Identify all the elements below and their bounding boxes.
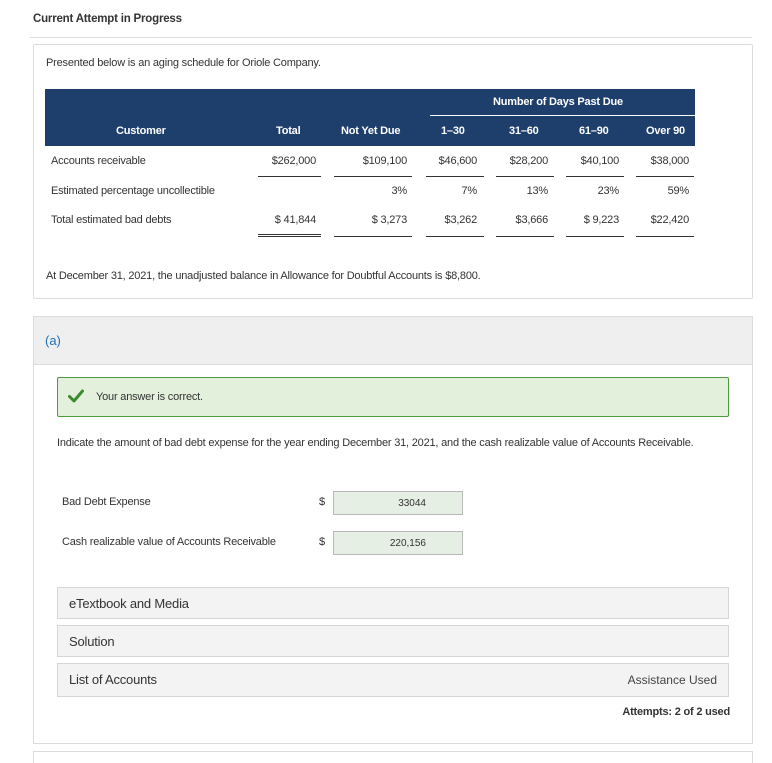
days-past-due-group-header: Number of Days Past Due xyxy=(493,96,623,108)
bad-debts-1-30-underline xyxy=(426,236,484,237)
cash-realizable-value-currency: $ xyxy=(319,536,326,548)
solution-label: Solution xyxy=(69,634,115,649)
ar-over-90: $38,000 xyxy=(650,155,689,167)
bad-debts-not-yet-due-underline xyxy=(334,236,412,237)
header-divider xyxy=(30,37,752,38)
etextbook-media-link[interactable] xyxy=(57,587,729,619)
bad-debt-expense-currency: $ xyxy=(319,496,326,508)
bad-debts-not-yet-due: $ 3,273 xyxy=(371,214,407,226)
bad-debt-expense-input[interactable] xyxy=(333,491,463,515)
ar-not-yet-due: $109,100 xyxy=(362,155,407,167)
ar-31-60-underline xyxy=(496,176,554,177)
ar-1-30: $46,600 xyxy=(438,155,477,167)
col-header-31-60: 31–60 xyxy=(509,125,539,137)
bad-debts-31-60: $3,666 xyxy=(515,214,548,226)
bad-debts-61-90-underline xyxy=(566,236,624,237)
pct-over-90: 59% xyxy=(667,185,689,197)
bad-debts-31-60-underline xyxy=(496,236,554,237)
bad-debts-over-90-underline xyxy=(636,236,694,237)
col-header-customer: Customer xyxy=(116,125,166,137)
ar-not-yet-due-underline xyxy=(334,176,412,177)
bad-debts-total-double-underline xyxy=(258,236,321,237)
attempts-counter: Attempts: 2 of 2 used xyxy=(622,706,730,718)
question-text: Indicate the amount of bad debt expense for the year ending December 31, 2021, and the cash realizable value of Accounts Receivable. xyxy=(57,437,694,449)
row-label-estimated-percentage: Estimated percentage uncollectible xyxy=(51,185,215,197)
page-title: Current Attempt in Progress xyxy=(33,13,182,25)
bad-debts-total: $ 41,844 xyxy=(274,214,316,226)
col-header-1-30: 1–30 xyxy=(441,125,465,137)
problem-intro: Presented below is an aging schedule for Oriole Company. xyxy=(46,57,321,69)
list-of-accounts-link[interactable] xyxy=(57,663,729,697)
correct-feedback-text: Your answer is correct. xyxy=(96,391,203,403)
etextbook-media-label: eTextbook and Media xyxy=(69,596,189,611)
bad-debt-expense-label: Bad Debt Expense xyxy=(62,496,151,508)
ar-total: $262,000 xyxy=(271,155,316,167)
ar-total-underline xyxy=(258,176,321,177)
pct-61-90: 23% xyxy=(597,185,619,197)
pct-not-yet-due: 3% xyxy=(391,185,407,197)
problem-card xyxy=(33,44,753,299)
group-header-rule xyxy=(430,115,695,116)
bad-debts-1-30: $3,262 xyxy=(444,214,477,226)
ar-1-30-underline xyxy=(426,176,484,177)
bad-debts-total-underline xyxy=(258,234,321,235)
col-header-over-90: Over 90 xyxy=(646,125,685,137)
row-label-total-estimated-bad-debts: Total estimated bad debts xyxy=(51,214,172,226)
bad-debts-over-90: $22,420 xyxy=(650,214,689,226)
row-label-accounts-receivable: Accounts receivable xyxy=(51,155,146,167)
next-section-card xyxy=(33,751,753,763)
solution-link[interactable] xyxy=(57,625,729,657)
checkmark-icon xyxy=(68,389,84,403)
allowance-note: At December 31, 2021, the unadjusted balance in Allowance for Doubtful Accounts is $8,800. xyxy=(46,270,481,282)
pct-31-60: 13% xyxy=(526,185,548,197)
list-of-accounts-label: List of Accounts xyxy=(69,672,157,687)
bad-debts-61-90: $ 9,223 xyxy=(583,214,619,226)
ar-61-90: $40,100 xyxy=(580,155,619,167)
pct-1-30: 7% xyxy=(461,185,477,197)
ar-over-90-underline xyxy=(636,176,694,177)
assistance-used-label: Assistance Used xyxy=(627,673,717,687)
cash-realizable-value-input[interactable] xyxy=(333,531,463,555)
cash-realizable-value-label: Cash realizable value of Accounts Receivable xyxy=(62,536,276,548)
part-a-header xyxy=(33,316,753,364)
col-header-total: Total xyxy=(276,125,301,137)
ar-31-60: $28,200 xyxy=(509,155,548,167)
ar-61-90-underline xyxy=(566,176,624,177)
col-header-not-yet-due: Not Yet Due xyxy=(341,125,401,137)
col-header-61-90: 61–90 xyxy=(579,125,609,137)
part-a-label: (a) xyxy=(45,333,61,348)
